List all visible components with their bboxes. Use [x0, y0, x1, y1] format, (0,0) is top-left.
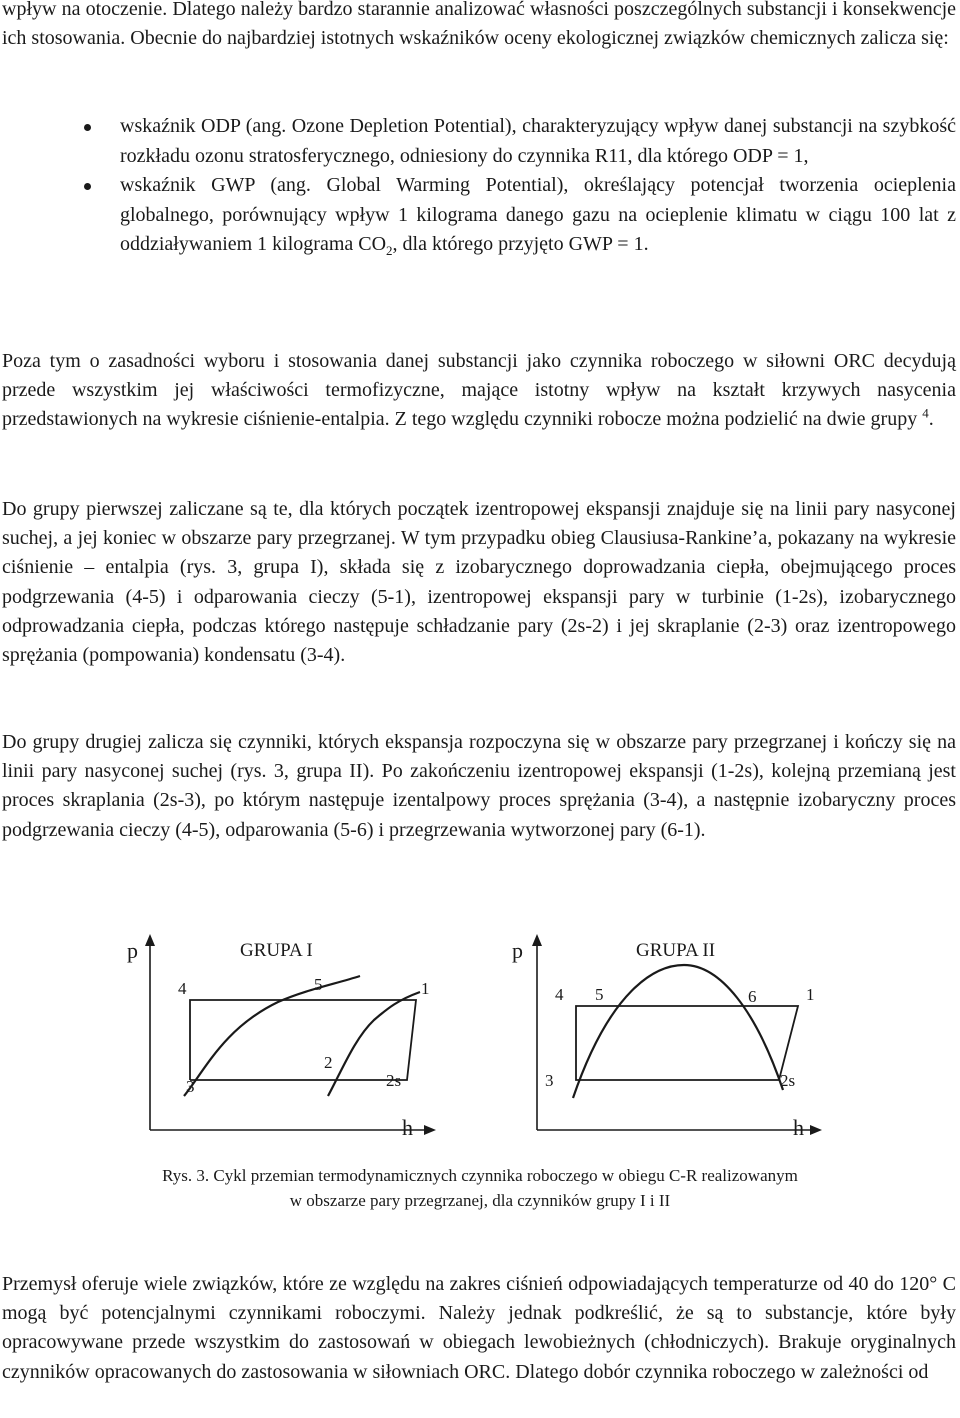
footnote-ref: 4: [922, 405, 929, 421]
group-one-h-arrow-icon: [424, 1125, 436, 1135]
indicator-list: [0, 112, 956, 260]
paragraph-group-one: Do grupy pierwszej zaliczane są te, dla których początek izentropowej ekspansji znajduje się na linii pary nasyconej suchej, a jej koniec w obszarze pary przegrzanej. W tym przypadku obieg Clausiusa-Rankine’a, pokazany na wykresie ciśnienie – entalpia (rys. 3, grupa I), składa się z izobarycznego doprowadzania ciepła, obejmującego proces podgrzewania (4-5) i odparowania cieczy (5-1), izentropowej ekspansji pary w turbinie (1-2s), izobarycznego odprowadzania ciepła, podczas którego następuje schładzanie pary (2s-2) i jej skraplanie (2-3) oraz izentropowego sprężania (pompowania) kondensatu (3-4).: [2, 498, 956, 667]
group-one-p-arrow-icon: [145, 934, 155, 946]
group-two-point-6: 6: [748, 987, 757, 1006]
group-two-point-5: 5: [595, 985, 604, 1004]
gwp-text: wskaźnik GWP (ang. Global Warming Potential), określający potencjał tworzenia ocieplenia globalnego, porównujący wpływ 1 kilograma danego gazu na ocieplenie klimatu w ciągu 100 lat z oddziaływaniem 1 kilograma CO: [120, 174, 956, 255]
paragraph-group-two: Do grupy drugiej zalicza się czynniki, których ekspansja rozpoczyna się w obszarze pary przegrzanej i kończy się na linii pary nasyconej suchej (rys. 3, grupa II). Po zakończeniu izentropowej ekspansji (1-2s), kolejną przemianą jest proces skraplania (2s-3), po którym następuje izentalpowy proces sprężania (3-4), a następnie izobaryczny proces podgrzewania cieczy (4-5), odparowania (5-6) i przegrzewania wytworzonej pary (6-1).: [2, 731, 956, 841]
odp-text: wskaźnik ODP (ang. Ozone Depletion Potential), charakteryzujący wpływ danej substancji na szybkość rozkładu ozonu stratosferycznego, odniesiony do czynnika R11, dla którego ODP = 1,: [120, 115, 956, 167]
caption-line-2: w obszarze pary przegrzanej, dla czynników grupy I i II: [289, 1191, 671, 1210]
paragraph-industry: Przemysł oferuje wiele związków, które ze względu na zakres ciśnień odpowiadających temperaturze od 40 do 120° C mogą być potencjalnymi czynnikami roboczymi. Należy jednak podkreślić, że są to substancje, które były opracowywane przede wszystkim do zastosowań w obiegach lewobieżnych (chłodniczych). Brakuje oryginalnych czynników opracowanych do zastosowania w siłowniach ORC. Dlatego dobór czynnika roboczego w zależności od: [2, 1273, 956, 1383]
group-two-plot: [512, 934, 822, 1140]
cycle-diagram-svg: [0, 920, 960, 1170]
group-two-h-arrow-icon: [810, 1125, 822, 1135]
group-one-point-4: 4: [178, 979, 187, 998]
group-one-point-2: 2: [324, 1053, 333, 1072]
group-one-point-5: 5: [314, 975, 323, 994]
bullet-icon: [84, 124, 91, 131]
properties-text: Poza tym o zasadności wyboru i stosowania danej substancji jako czynnika roboczego w siłowni ORC decydują przede wszystkim jej właściwości termofizyczne, mające istotny wpływ na kształt krzywych nasycenia przedstawionych na wykresie ciśnienie-entalpia. Z tego względu czynniki robocze można podzielić na dwie grupy: [2, 350, 956, 431]
group-two-saturation-dome: [573, 965, 783, 1098]
group-two-h-label: h: [793, 1115, 804, 1140]
list-item-gwp: [0, 171, 956, 260]
list-item-odp: [0, 112, 956, 171]
group-two-point-3: 3: [545, 1071, 554, 1090]
group-two-p-label: p: [512, 938, 523, 963]
group-one-point-1: 1: [421, 979, 430, 998]
gwp-text-end: , dla którego przyjęto GWP = 1.: [392, 233, 649, 255]
group-one-point-3: 3: [186, 1077, 195, 1096]
properties-end: .: [928, 408, 934, 431]
group-one-plot: [127, 934, 436, 1140]
group-two-p-arrow-icon: [532, 934, 542, 946]
group-two-point-4: 4: [555, 985, 564, 1004]
paragraph-properties: [2, 347, 956, 435]
bullet-icon: [84, 183, 91, 190]
group-one-point-2s: 2s: [386, 1071, 402, 1090]
group-two-title: GRUPA II: [636, 940, 716, 961]
group-two-point-2s: 2s: [780, 1071, 796, 1090]
group-two-point-1: 1: [806, 985, 815, 1004]
paragraph-intro: wpływ na otoczenie. Dlatego należy bardzo starannie analizować własności poszczególnych substancji i konsekwencje ich stosowania. Obecnie do najbardziej istotnych wskaźników oceny ekologicznej związków chemicznych zalicza się:: [2, 0, 956, 50]
group-one-liquid-curve: [184, 976, 360, 1096]
figure-caption: [0, 1163, 960, 1213]
cycle-diagram: [0, 920, 960, 1170]
group-one-p-label: p: [127, 938, 138, 963]
group-one-title: GRUPA I: [240, 940, 313, 961]
caption-line-1: Rys. 3. Cykl przemian termodynamicznych czynnika roboczego w obiegu C-R realizowanym: [162, 1166, 798, 1185]
co2-subscript: 2: [386, 243, 393, 258]
group-one-h-label: h: [402, 1115, 413, 1140]
